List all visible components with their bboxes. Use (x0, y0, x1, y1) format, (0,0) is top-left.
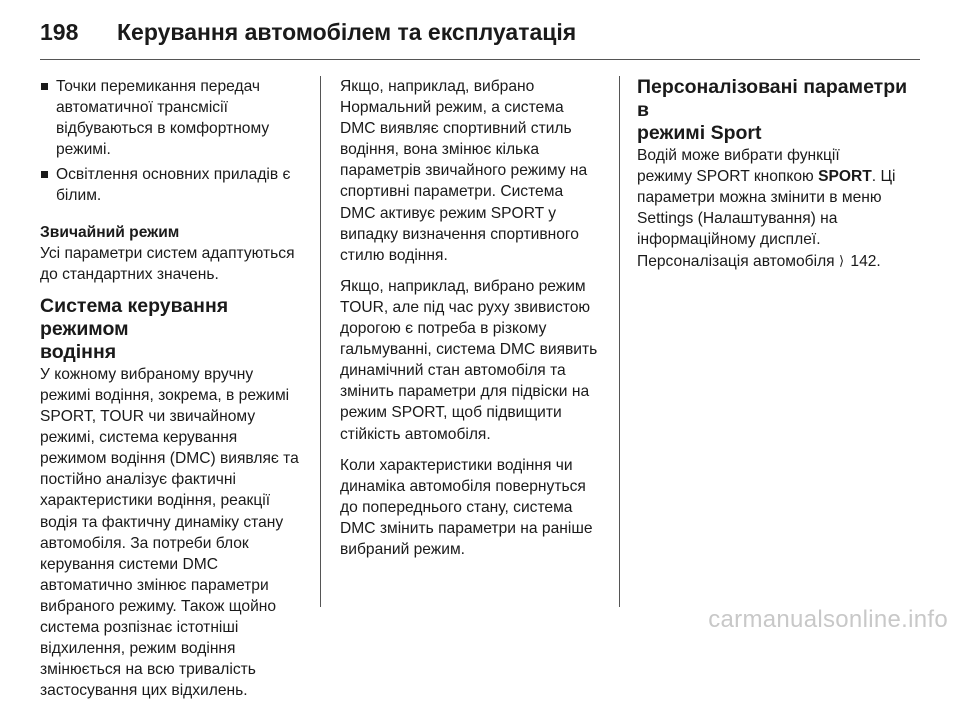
sport-settings-heading-line: режимі Sport (637, 122, 762, 144)
text-line: до попереднього стану, система (340, 498, 573, 516)
sport-settings-paragraph (637, 145, 915, 273)
text-line: автоматичної трансмісії (56, 99, 228, 117)
text-line: У кожному вибраному вручну (40, 365, 254, 383)
text-line: змінюється на всю тривалість (40, 661, 256, 679)
text-line: автоматично змінює параметри (40, 576, 269, 594)
bullet-item (40, 76, 308, 160)
column-divider-2 (619, 76, 620, 607)
text-line: Якщо, наприклад, вибрано (340, 78, 535, 95)
text-line: параметри можна змінити в меню (637, 189, 882, 207)
text-line: Нормальний режим, а система (340, 99, 564, 117)
column-1 (40, 76, 308, 701)
ref-page: 142. (850, 253, 881, 271)
text-line: керування системи DMC (40, 555, 218, 573)
dmc-paragraph (40, 364, 308, 701)
text-line: інформаційному дисплеї. (637, 231, 821, 249)
text-line: режимі водіння, зокрема, в режимі (40, 386, 290, 404)
text-line: водіння, вона змінює кілька (340, 141, 540, 159)
text-line: DMC змінить параметри на раніше (340, 519, 593, 537)
text-line: Освітлення основних приладів є (56, 166, 291, 184)
bullet-item (40, 164, 308, 206)
sport-settings-heading-line: Персоналізовані параметри в (637, 76, 908, 121)
text-line: режимом водіння (DMC) виявляє та (40, 450, 299, 468)
text-line: Settings (Налаштування) на (637, 210, 838, 228)
text-line: режимі. (56, 141, 111, 159)
text-line: автомобіля. За потреби блок (40, 534, 249, 552)
column-2 (340, 76, 610, 570)
sport-button-label: SPORT (818, 168, 872, 186)
text-line: характеристики водіння, реакції (40, 492, 271, 510)
text-line: режимі, система керування (40, 429, 238, 447)
column-divider-1 (320, 76, 321, 607)
text-line: білим. (56, 187, 102, 205)
bullet-square-icon (41, 171, 48, 178)
text-line: стилю водіння. (340, 246, 448, 264)
text-line: до стандартних значень. (40, 265, 219, 283)
page-title: Керування автомобілем та експлуатація (117, 18, 577, 45)
paragraph-normal-to-sport (340, 76, 610, 266)
text-line: DMC активує режим SPORT у (340, 204, 557, 222)
text-line: Усі параметри систем адаптуються (40, 244, 295, 262)
text-line: динаміка автомобіля повернуться (340, 477, 586, 495)
text-line: динамічний стан автомобіля та (340, 362, 566, 380)
paragraph-tour-to-sport (340, 276, 610, 445)
text-line: відхилення, режим водіння (40, 640, 236, 658)
text-span: режиму SPORT кнопкою (637, 168, 819, 186)
text-line: Коли характеристики водіння чи (340, 456, 573, 474)
text-line: параметрів звичайного режиму на (340, 162, 588, 180)
text-line: SPORT, TOUR чи звичайному (40, 408, 256, 426)
cross-reference[interactable] (637, 250, 915, 272)
text-line: водія та фактичну динаміку стану (40, 513, 284, 531)
text-line: дорогою є потреба в різкому (340, 320, 547, 338)
text-line: режим SPORT, щоб підвищити (340, 404, 562, 422)
paragraph-revert (340, 455, 610, 560)
text-line: Водій може вибрати функції (637, 147, 840, 164)
watermark: carmanualsonline.info (708, 606, 948, 633)
page-header (40, 14, 576, 50)
text-line: спортивні параметри. Система (340, 183, 564, 201)
text-line: змінить параметри для підвіски на (340, 383, 590, 401)
text-line: випадку визначення спортивного (340, 225, 579, 243)
text-line: стійкість автомобіля. (340, 425, 491, 443)
header-divider (40, 59, 920, 60)
page-number: 198 (40, 18, 79, 45)
text-line: гальмуванні, система DMC виявить (340, 341, 598, 359)
text-line: Якщо, наприклад, вибрано режим (340, 277, 586, 295)
text-line: вибраного режиму. Також щойно (40, 597, 277, 615)
text-line: DMC виявляє спортивний стиль (340, 120, 572, 138)
dmc-heading-line: Система керування режимом (40, 294, 229, 340)
bullet-square-icon (41, 83, 48, 90)
text-line: система розпізнає істотніші (40, 618, 239, 636)
arrow-ref-icon: ⟩ (838, 253, 845, 269)
text-line: TOUR, але під час руху звивистою (340, 298, 591, 316)
text-line: відбуваються в комфортному (56, 120, 270, 138)
text-line: застосування цих відхилень. (40, 682, 248, 700)
normal-mode-heading: Звичайний режим (40, 223, 180, 241)
text-line: Точки перемикання передач (56, 78, 261, 95)
ref-text: Персоналізація автомобіля (637, 253, 835, 271)
text-line (637, 166, 915, 187)
text-line: постійно аналізує фактичні (40, 471, 236, 489)
dmc-heading-line: водіння (40, 340, 117, 363)
column-3 (637, 76, 915, 273)
normal-mode-paragraph (40, 243, 308, 285)
text-span: . Ці (871, 168, 896, 186)
text-line: вибраний режим. (340, 540, 466, 558)
